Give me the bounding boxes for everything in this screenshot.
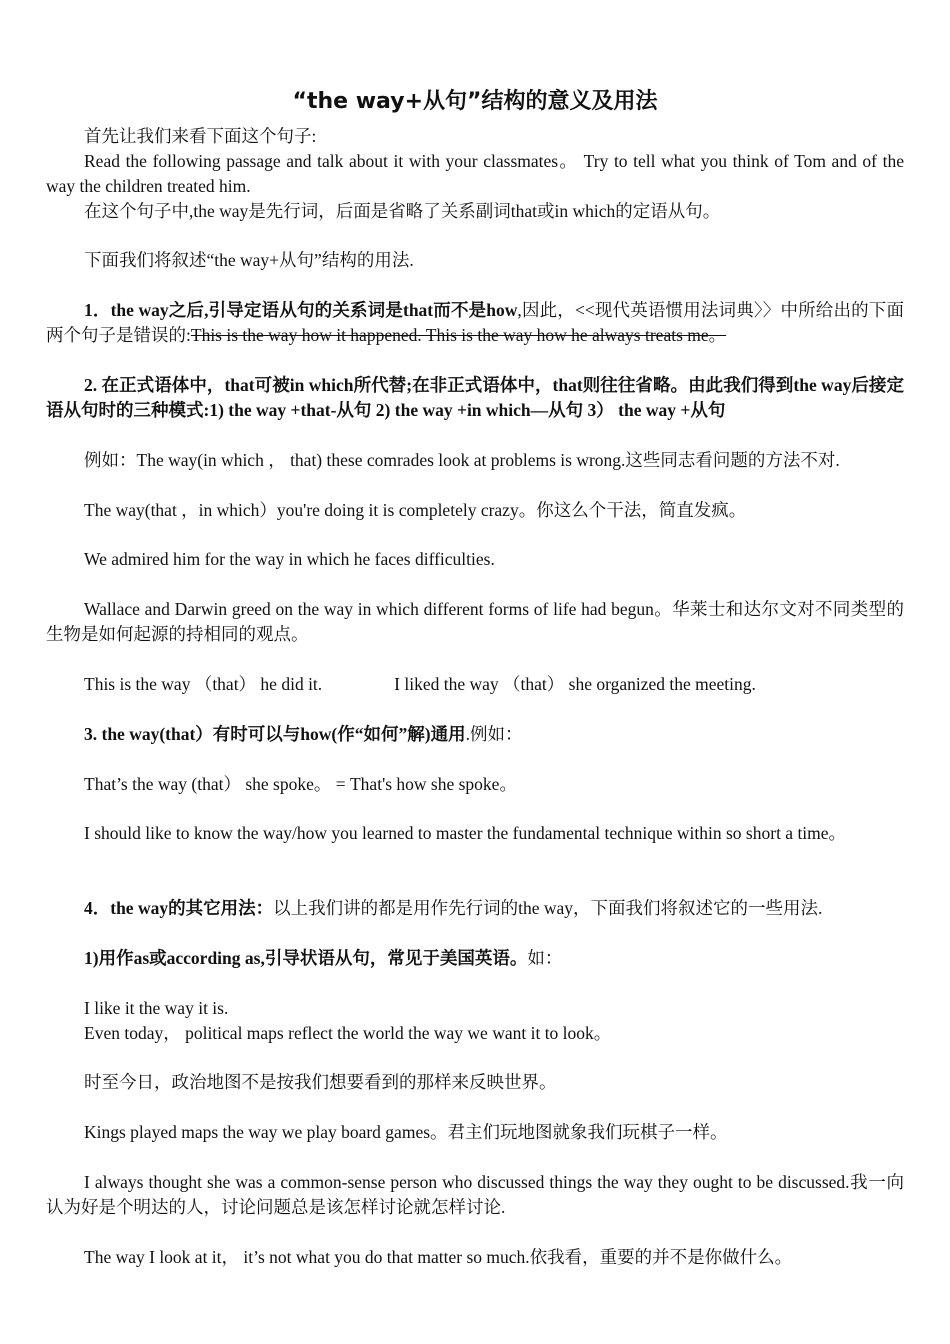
rule-3-heading: 3. the way(that）有时可以与how(作“如何”解)通用	[84, 724, 466, 744]
paragraph-example-12: The way I look at it， it’s not what you do that matter so much.依我看，重要的并不是你做什么。	[84, 1247, 793, 1267]
paragraph-example-9: Even today， political maps reflect the world the way we want it to look。	[84, 1023, 612, 1043]
paragraph-example-2: The way(that ，in which）you're doing it is completely crazy。你这么个干法，简直发疯。	[84, 500, 747, 520]
paragraph-explanation: 在这个句子中,the way是先行词，后面是省略了关系副词that或in which的定语从句。	[84, 201, 721, 221]
paragraph-rule-3	[46, 722, 904, 747]
paragraph-example-11: I always thought she was a common-sense person who discussed things the way they ought to be discussed.我一向认为好是个明达的人，讨论问题总是该怎样讨论就怎样讨论.	[46, 1172, 904, 1217]
paragraph-rule-4	[46, 896, 904, 921]
paragraph-usage-1	[46, 946, 904, 971]
rule-1-heading: 1．the way之后,引导定语从句的关系词是that而不是how	[84, 300, 518, 320]
document-title: “the way+从句”结构的意义及用法	[292, 89, 658, 114]
rule-1-wrong-examples: This is the way how it happened. This is the way how he always treats me。	[190, 325, 727, 345]
rule-3-text: .例如：	[465, 724, 523, 744]
usage-1-text: 如：	[527, 948, 563, 968]
paragraph-overview: 下面我们将叙述“the way+从句”结构的用法.	[84, 250, 414, 270]
rule-4-text: 以上我们讲的都是用作先行词的the way，下面我们将叙述它的一些用法.	[273, 898, 823, 918]
paragraph-intro: 首先让我们来看下面这个句子:	[84, 126, 317, 146]
paragraph-example-5	[46, 672, 904, 697]
rule-4-heading: 4．the way的其它用法：	[84, 898, 274, 918]
paragraph-example-sentence: Read the following passage and talk about it with your classmates。 Try to tell what you think of Tom and of the way the children treated him.	[46, 151, 904, 196]
rule-1-text: ,因此，<<现代英语惯用法词典〉〉中所给出的下面两个句子是错误的:	[46, 300, 904, 345]
example-5b: I liked the way （that） she organized the meeting.	[394, 674, 756, 694]
usage-1-heading: 1)用作as或according as,引导状语从句，常见于美国英语。	[84, 948, 528, 968]
paragraph-example-8: I like it the way it is.	[84, 998, 229, 1018]
example-5a: This is the way （that） he did it.	[84, 674, 323, 694]
paragraph-example-3: We admired him for the way in which he faces difficulties.	[84, 549, 495, 569]
paragraph-example-1: 例如：The way(in which ， that) these comrades look at problems is wrong.这些同志看问题的方法不对.	[84, 450, 840, 470]
paragraph-example-10: Kings played maps the way we play board games。君主们玩地图就象我们玩棋子一样。	[84, 1122, 728, 1142]
paragraph-example-7: I should like to know the way/how you learned to master the fundamental technique within so short a time。	[84, 823, 847, 843]
paragraph-translation-9: 时至今日，政治地图不是按我们想要看到的那样来反映世界。	[84, 1072, 557, 1092]
paragraph-example-4: Wallace and Darwin greed on the way in which different forms of life had begun。华莱士和达尔文对不同类型的生物是如何起源的持相同的观点。	[46, 599, 904, 644]
paragraph-rule-2: 2. 在正式语体中，that可被in which所代替;在非正式语体中，that则往往省略。由此我们得到the way后接定语从句时的三种模式:1) the way +that-从句 2) the way +in which—从句 3） the way +从句	[46, 375, 904, 420]
paragraph-rule-1	[46, 298, 904, 348]
paragraph-example-6: That’s the way (that） she spoke。 = That's how she spoke。	[84, 774, 517, 794]
